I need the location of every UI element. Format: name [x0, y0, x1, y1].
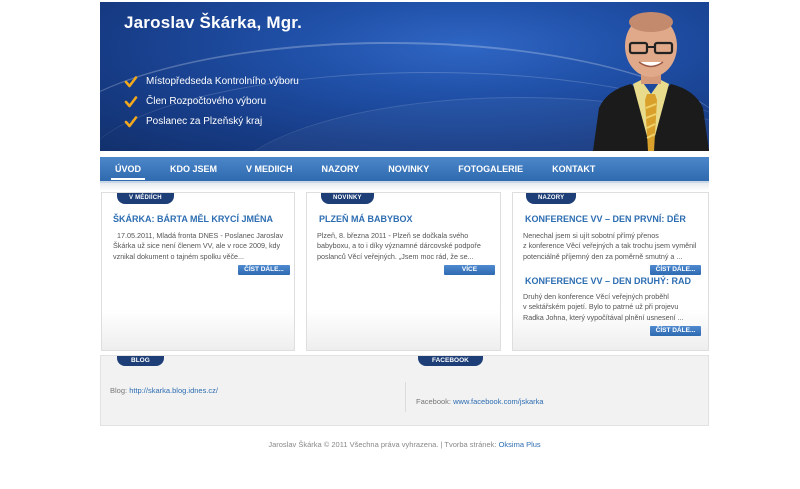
footer — [100, 440, 709, 449]
opinions-tab: NAZORY — [526, 193, 576, 204]
media-article-text: 17.05.2011, Mladá fronta DNES - Poslanec Jaroslav Škárka už sice není členem VV, ale v roce 2009, kdy vznikal dokument o tajném spolku věče... — [113, 231, 284, 261]
nav-item-kdo-jsem[interactable]: KDO JSEM — [170, 164, 218, 174]
nav-item-v-mediich[interactable]: V MEDIICH — [246, 164, 293, 174]
nav-item-kontakt[interactable]: KONTAKT — [552, 164, 596, 174]
footer-credit-link[interactable]: Oksima Plus — [498, 440, 541, 449]
nav-item-fotogalerie[interactable]: FOTOGALERIE — [458, 164, 524, 174]
news-tab: NOVINKY — [321, 193, 374, 204]
blog-label: Blog: — [110, 386, 128, 395]
opinion-article-title[interactable]: KONFERENCE VV – DEN DRUHÝ: RAD — [525, 276, 692, 286]
role-item — [124, 92, 299, 112]
nav-item-nazory[interactable]: NAZORY — [321, 164, 360, 174]
role-item — [124, 72, 299, 92]
opinion-read-more-button[interactable]: ČÍST DÁLE... — [650, 265, 701, 275]
media-read-more-button[interactable]: ČÍST DÁLE... — [238, 265, 290, 275]
nav-item-novinky[interactable]: NOVINKY — [388, 164, 430, 174]
facebook-label: Facebook: — [416, 397, 452, 406]
facebook-link-row — [416, 397, 544, 406]
main-nav — [100, 157, 709, 183]
news-column — [306, 192, 501, 351]
nav-item-uvod[interactable]: ÚVOD — [107, 157, 149, 181]
site-header — [100, 2, 709, 151]
news-article-title[interactable]: PLZEŇ MÁ BABYBOX — [319, 214, 413, 224]
checkmark-icon — [124, 115, 138, 129]
media-tab: V MÉDIÍCH — [117, 193, 174, 204]
news-article-text: Plzeň, 8. března 2011 - Plzeň se dočkala svého babyboxu, a to i díky významné dárcovské podpoře poslanců Věcí veřejných. „Jsem moc rád, že se... — [317, 231, 481, 261]
role-label: Poslanec za Plzeňský kraj — [146, 116, 263, 127]
opinion-article-title[interactable]: KONFERENCE VV – DEN PRVNÍ: DĚR — [525, 214, 686, 224]
facebook-link[interactable]: www.facebook.com/jskarka — [453, 397, 544, 406]
opinion-article-text: Nenechal jsem si ujít sobotní přímý přenos z konference Věcí veřejných a tak trochu jsem vyměnil potenciálně příjemný den za poměrně smutný a ... — [523, 231, 697, 261]
role-item — [124, 112, 299, 132]
blog-tab: BLOG — [117, 356, 164, 366]
news-more-button[interactable]: VÍCE — [444, 265, 495, 275]
media-article-title[interactable]: ŠKÁRKA: BÁRTA MĚL KRYCÍ JMÉNA — [113, 214, 274, 224]
checkmark-icon — [124, 75, 138, 89]
role-label: Místopředseda Kontrolního výboru — [146, 76, 299, 87]
site-title: Jaroslav Škárka, Mgr. — [124, 13, 303, 32]
social-panel — [100, 355, 709, 426]
blog-link-row — [110, 386, 218, 395]
role-label: Člen Rozpočtového výboru — [146, 96, 267, 107]
opinions-column — [512, 192, 709, 351]
opinion-article-text: Druhý den konference Věcí veřejných proběhl v sektářském pojetí. Bylo to patrné už při projevu Radka Johna, který vypočítával plnění usnesení ... — [523, 292, 684, 322]
facebook-tab: FACEBOOK — [418, 356, 483, 366]
roles-list — [124, 72, 299, 132]
portrait-photo — [593, 8, 709, 151]
footer-copyright: Jaroslav Škárka © 2011 Všechna práva vyhrazena. | Tvorba stránek: — [268, 440, 497, 449]
opinion-read-more-button[interactable]: ČÍST DÁLE... — [650, 326, 701, 336]
checkmark-icon — [124, 95, 138, 109]
media-column — [101, 192, 295, 351]
blog-link[interactable]: http://skarka.blog.idnes.cz/ — [129, 386, 218, 395]
